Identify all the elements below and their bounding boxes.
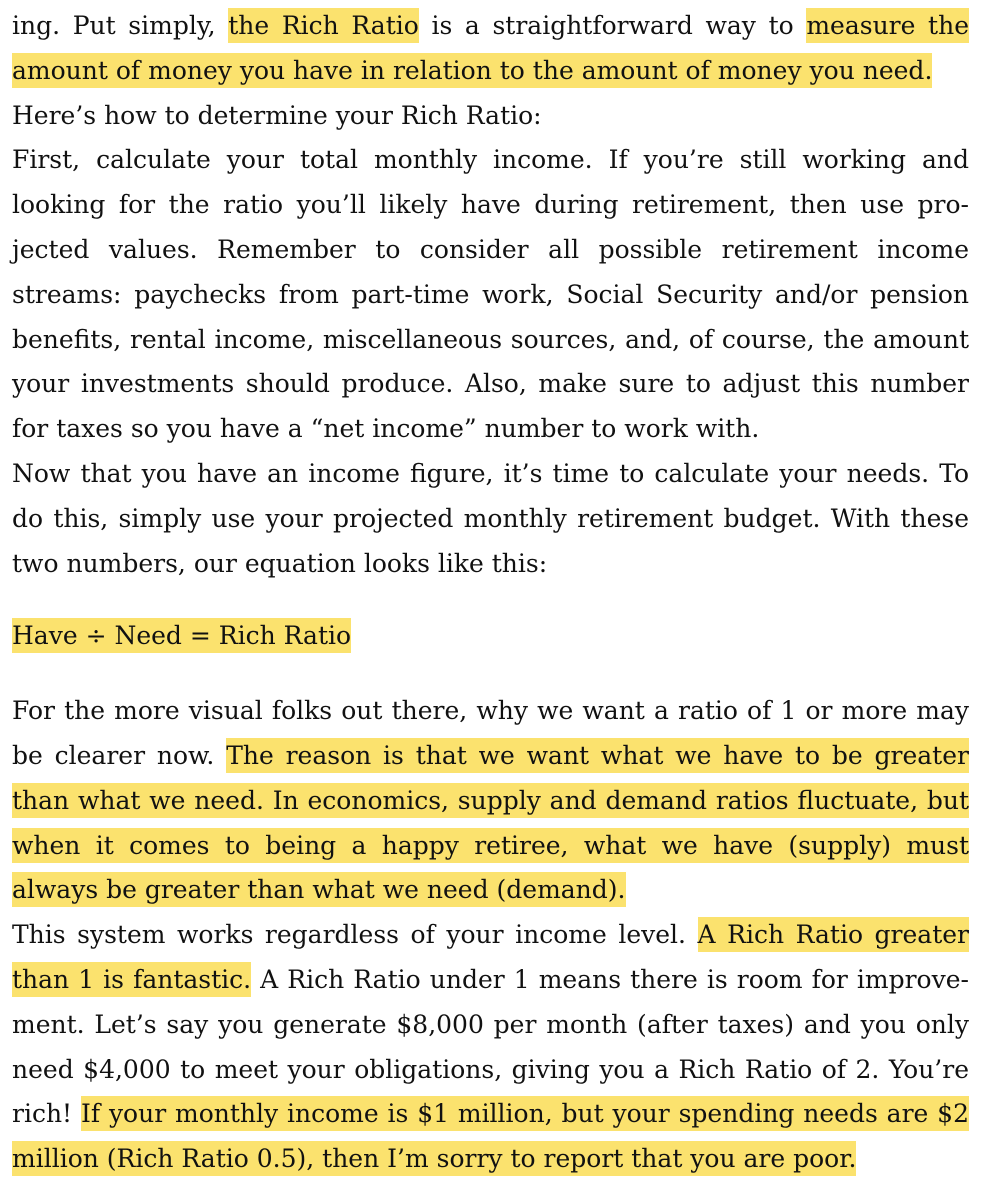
paragraph-intro	[12, 94, 969, 139]
text-span: A Rich Ratio under 1 means there is room for improvement. Let’s say you generate $8,000 per month (after taxes) and you only need $4,000 to meet your obligations, giving you a Rich Ratio of 2. You’re rich!	[12, 964, 969, 1129]
highlighted-text: measure the amount of money you have in relation to the amount of money you need.	[12, 8, 969, 88]
paragraph-income	[12, 138, 969, 452]
highlighted-equation: Have ÷ Need = Rich Ratio	[12, 618, 351, 653]
highlighted-text: The reason is that we want what we have to be greater than what we need. In economics, supply and demand ratios fluctuate, but when it comes to being a happy retiree, what we have (supply) must always be greater than what we need (demand).	[12, 738, 969, 907]
text-span: For the more visual folks out there, why we want a ratio of 1 or more may be clearer now.	[12, 696, 969, 770]
paragraph-visual	[12, 689, 969, 913]
text-span: is a straightforward way to	[418, 11, 807, 40]
equation	[12, 614, 969, 659]
paragraph-example	[12, 913, 969, 1182]
paragraph-needs	[12, 452, 969, 586]
text-span: ing. Put simply,	[12, 11, 229, 40]
paragraph-definition	[12, 4, 969, 94]
text-span: Here’s how to determine your Rich Ratio:	[12, 100, 542, 130]
text-span: Now that you have an income figure, it’s time to calculate your needs. To do this, simply use your projected monthly retirement budget. With these two numbers, our equation looks like this:	[12, 458, 969, 578]
highlighted-text: A Rich Ratio greater than 1 is fantastic.	[12, 917, 969, 997]
highlighted-text: If your monthly income is $1 million, but your spending needs are $2 million (Rich Ratio 0.5), then I’m sorry to report that you are poor.	[12, 1096, 969, 1176]
text-span: This system works regardless of your income level.	[12, 920, 698, 950]
text-span: First, calculate your total monthly income. If you’re still working and looking for the ratio you’ll likely have during retirement, then use projected values. Remember to consider all possible retirement income streams: paychecks from part-time work, Social Security and/or pension benefits, rental income, miscellaneous sources, and, of course, the amount your investments should produce. Also, make sure to adjust this number for taxes so you have a “net income” number to work with.	[12, 145, 969, 444]
highlighted-text: the Rich Ratio	[228, 8, 419, 43]
